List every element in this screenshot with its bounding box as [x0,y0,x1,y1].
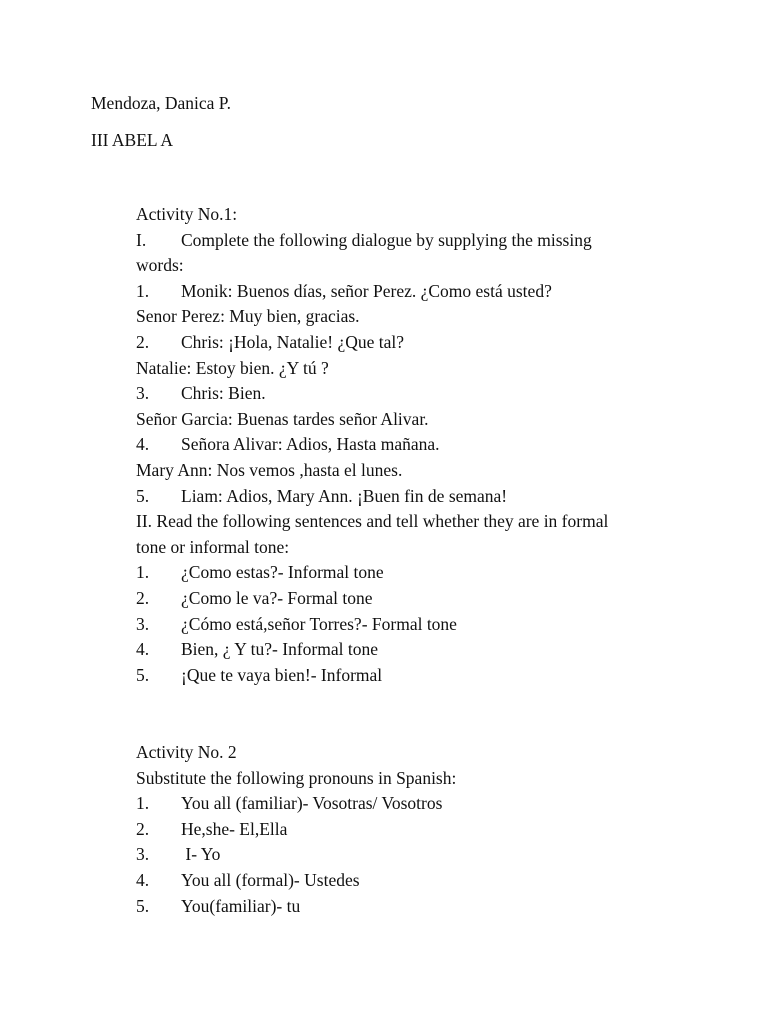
tone-items [136,560,696,688]
activity-1-title: Activity No.1: [136,204,238,224]
tone-item-text: ¿Como estas?- Informal tone [181,562,384,583]
dialogue-line-number: 4. [136,434,150,455]
tone-item-text: ¿Cómo está,señor Torres?- Formal tone [181,613,457,634]
dialogue-response: Mary Ann: Nos vemos ,hasta el lunes. [136,459,403,480]
tone-item-number: 3. [136,613,150,634]
tone-item [136,663,696,689]
tone-item [136,586,696,612]
pronoun-item-number: 4. [136,869,150,890]
pronoun-item-number: 1. [136,793,150,814]
dialogue-response: Natalie: Estoy bien. ¿Y tú ? [136,357,329,378]
part-1-instruction-text: Complete the following dialogue by supplying the missing [181,229,592,250]
dialogue-line-text: Chris: Bien. [181,383,266,404]
tone-item-number: 5. [136,664,150,685]
dialogue-line-number: 1. [136,280,150,301]
tone-item [136,612,696,638]
dialogue-line-number: 5. [136,485,150,506]
tone-item-text: Bien, ¿ Y tu?- Informal tone [181,639,378,660]
activity-2-title: Activity No. 2 [136,742,237,762]
tone-item-number: 4. [136,639,150,660]
dialogue-line [136,432,696,458]
tone-item-number: 2. [136,587,150,608]
activity-2 [136,740,696,919]
pronoun-item-text: You(familiar)- tu [181,895,301,916]
pronoun-item-number: 5. [136,895,150,916]
tone-item [136,637,696,663]
pronoun-item [136,868,696,894]
dialogue-line [136,279,696,305]
student-section: III ABEL A [91,130,173,150]
dialogue-line [136,484,696,510]
dialogue-lines [136,279,696,509]
dialogue-response: Señor Garcia: Buenas tardes señor Alivar. [136,408,429,429]
pronoun-items [136,791,696,919]
dialogue-line-text: Monik: Buenos días, señor Perez. ¿Como está usted? [181,280,552,301]
tone-item-text: ¿Como le va?- Formal tone [181,587,373,608]
activity-2-instruction: Substitute the following pronouns in Spanish: [136,767,457,788]
part-2-instruction: II. Read the following sentences and tell whether they are in formal [136,511,609,532]
activity-1 [136,202,696,688]
pronoun-item [136,842,696,868]
dialogue-line [136,330,696,356]
tone-item [136,560,696,586]
pronoun-item-text: You all (formal)- Ustedes [181,869,360,890]
part-1-instruction-cont: words: [136,255,184,276]
pronoun-item-text: I- Yo [181,844,221,865]
pronoun-item [136,817,696,843]
pronoun-item-text: He,she- El,Ella [181,818,288,839]
dialogue-line-text: Liam: Adios, Mary Ann. ¡Buen fin de semana! [181,485,508,506]
dialogue-line-text: Señora Alivar: Adios, Hasta mañana. [181,434,440,455]
part-1-instruction [136,228,696,254]
part-1-number: I. [136,229,147,250]
dialogue-response: Senor Perez: Muy bien, gracias. [136,306,360,327]
tone-item-text: ¡Que te vaya bien!- Informal [181,664,383,685]
dialogue-line-number: 3. [136,383,150,404]
pronoun-item-number: 2. [136,818,150,839]
pronoun-item [136,791,696,817]
student-name: Mendoza, Danica P. [91,93,231,113]
tone-item-number: 1. [136,562,150,583]
pronoun-item [136,894,696,920]
part-2-instruction-cont: tone or informal tone: [136,536,290,557]
dialogue-line [136,381,696,407]
pronoun-item-number: 3. [136,844,150,865]
dialogue-line-text: Chris: ¡Hola, Natalie! ¿Que tal? [181,331,405,352]
dialogue-line-number: 2. [136,331,150,352]
pronoun-item-text: You all (familiar)- Vosotras/ Vosotros [181,793,443,814]
